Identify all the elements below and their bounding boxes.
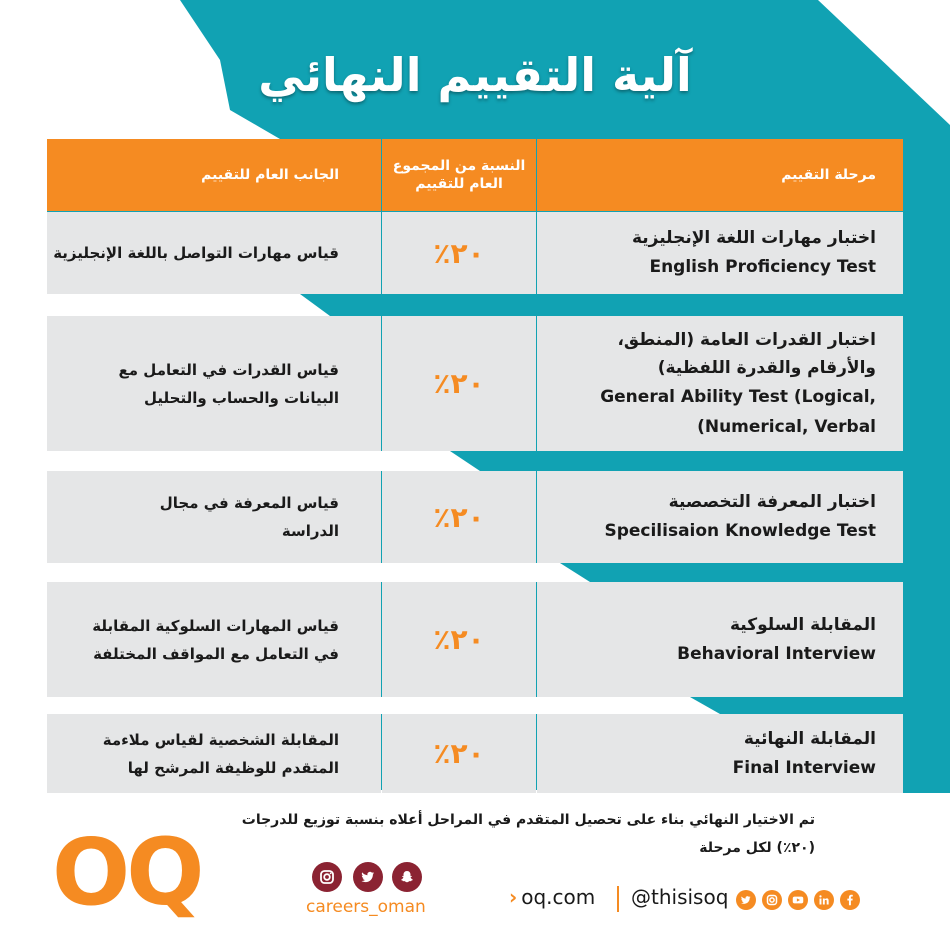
- row-2-stage: [537, 316, 903, 451]
- row-4-aspect: [47, 582, 381, 697]
- stage-arabic: اختبار مهارات اللغة الإنجليزية: [631, 228, 876, 248]
- row-4-percent: [382, 582, 536, 697]
- row-3-aspect: [47, 471, 381, 563]
- row-5-aspect: [47, 714, 381, 793]
- snapchat-icon[interactable]: [392, 862, 422, 892]
- white-left-band: [0, 139, 47, 790]
- aspect-text: قياس مهارات التواصل باللغة الإنجليزية: [53, 244, 339, 262]
- percent-value: ٢٠٪: [433, 500, 485, 534]
- white-gap-3a: [47, 563, 590, 582]
- twitter-icon[interactable]: [736, 890, 756, 910]
- website-text: oq.com: [521, 885, 596, 909]
- aspect-text: المقابلة الشخصية لقياس ملاءمة المتقدم للوظيفة المرشح لها: [102, 730, 339, 777]
- row-1-stage: [537, 212, 903, 294]
- twitter-handle[interactable]: @thisisoq: [631, 885, 729, 909]
- divider: [617, 886, 619, 912]
- row-4-stage: [537, 582, 903, 697]
- header-percent: النسبة من المجموع العام للتقييم: [382, 139, 536, 211]
- aspect-text: قياس القدرات في التعامل مع البيانات والحساب والتحليل: [118, 360, 339, 407]
- aspect-text: قياس المهارات السلوكية المقابلة في التعامل مع المواقف المختلفة: [92, 616, 339, 663]
- row-5-percent: [382, 714, 536, 793]
- page-title: آلية التقييم النهائي: [258, 48, 692, 102]
- stage-english: Behavioral Interview: [677, 643, 876, 664]
- row-3-percent: [382, 471, 536, 563]
- row-2-percent: [382, 316, 536, 451]
- aspect-text: قياس المعرفة في مجال الدراسة: [159, 494, 339, 540]
- teal-right-band: [903, 139, 950, 800]
- teal-gap-3: [590, 563, 903, 582]
- footnote: تم الاختيار النهائي بناء على تحصيل المتقدم في المراحل أعلاه بنسبة توزيع للدرجات (٢٠٪) لكل مرحلة: [241, 812, 815, 856]
- oq-logo: OQ: [52, 819, 201, 926]
- teal-gap-1: [330, 294, 903, 316]
- row-1-percent: [382, 212, 536, 294]
- facebook-icon[interactable]: [840, 890, 860, 910]
- teal-gap-2: [480, 451, 903, 471]
- chevron-right-icon: ›: [509, 885, 518, 909]
- stage-english: General Ability Test (Logical, (Numerical, Verbal: [600, 386, 876, 437]
- instagram-icon[interactable]: [762, 890, 782, 910]
- header-aspect: الجانب العام للتقييم: [47, 139, 381, 211]
- twitter-icon[interactable]: [353, 862, 383, 892]
- white-gap-1a: [47, 294, 330, 316]
- teal-gap-4: [720, 697, 903, 714]
- linkedin-icon[interactable]: [814, 890, 834, 910]
- row-5-stage: [537, 714, 903, 793]
- header-stage: مرحلة التقييم: [537, 139, 903, 211]
- row-3-stage: [537, 471, 903, 563]
- website-link[interactable]: [509, 885, 595, 909]
- stage-arabic: اختبار القدرات العامة (المنطق، والأرقام والقدرة اللفظية): [617, 329, 876, 378]
- stage-arabic: المقابلة النهائية: [743, 728, 876, 749]
- percent-value: ٢٠٪: [433, 737, 485, 770]
- row-2-aspect: [47, 316, 381, 451]
- white-gap-4a: [47, 697, 720, 714]
- percent-value: ٢٠٪: [433, 236, 485, 270]
- stage-english: English Proficiency Test: [649, 257, 876, 277]
- white-gap-2a: [47, 451, 480, 471]
- stage-english: Specilisaion Knowledge Test: [604, 521, 876, 541]
- row-1-aspect: [47, 212, 381, 294]
- stage-arabic: اختبار المعرفة التخصصية: [668, 492, 876, 512]
- youtube-icon[interactable]: [788, 890, 808, 910]
- percent-value: ٢٠٪: [433, 623, 485, 656]
- percent-value: ٢٠٪: [433, 367, 485, 400]
- careers-handle[interactable]: careers_oman: [306, 897, 426, 917]
- stage-arabic: المقابلة السلوكية: [729, 614, 876, 635]
- stage-english: Final Interview: [732, 757, 876, 778]
- instagram-icon[interactable]: [312, 862, 342, 892]
